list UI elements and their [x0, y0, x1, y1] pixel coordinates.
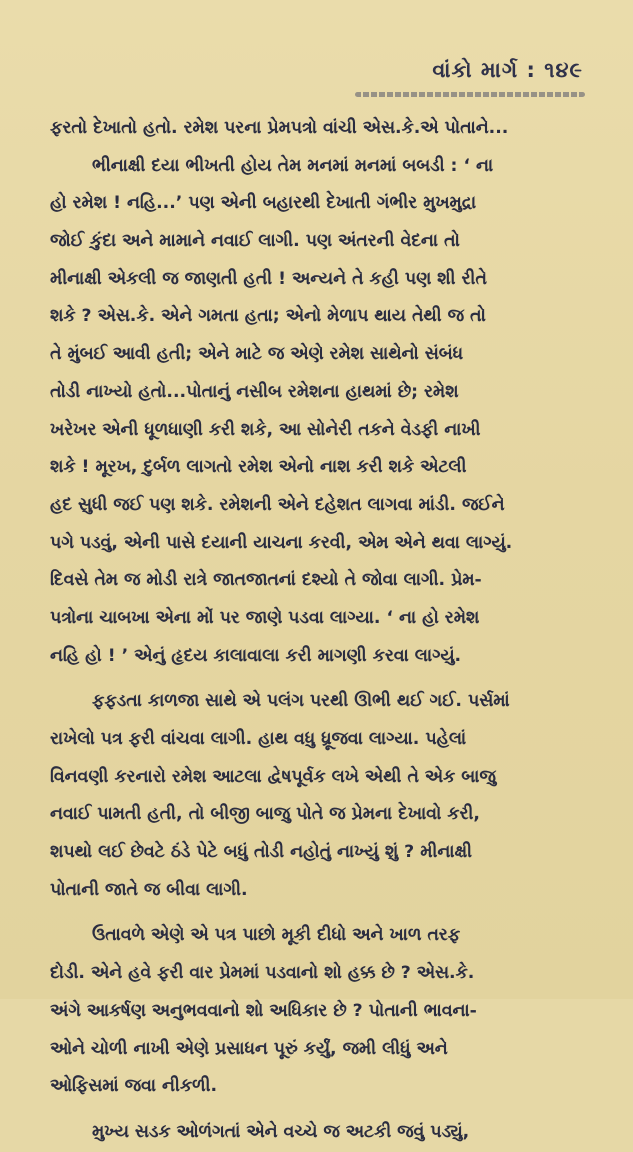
- text-line: હો રમેશ ! નહિ...’ પણ એની બહારથી દેખાતી ગંભીર મુખમુદ્રા: [50, 193, 477, 214]
- text-line: દોડી. એને હવે ફરી વાર પ્રેમમાં પડવાનો શો હક્ક છે ? એસ.કે.: [50, 963, 475, 984]
- text-line: પોતાની જાતે જ બીવા લાગી.: [50, 879, 248, 900]
- text-line: ઓફિસમાં જવા નીકળી.: [50, 1076, 218, 1097]
- text-line: તે મુંબઈ આવી હતી; એને માટે જ એણે રમેશ સાથેનો સંબંધ: [50, 344, 463, 365]
- text-line: મુખ્ય સડક ઓળંગતાં એને વચ્ચે જ અટકી જવું પડ્યું,: [92, 1121, 470, 1142]
- text-line: જોઈ કુંદા અને મામાને નવાઈ લાગી. પણ અંતરની વેદના તો: [50, 231, 460, 252]
- text-line: ઉતાવળે એણે એ પત્ર પાછો મૂકી દીધો અને ખાળ તરફ: [92, 925, 461, 946]
- text-line: હદ સુધી જઈ પણ શકે. રમેશની એને દહેશત લાગવા માંડી. જઈને: [50, 494, 505, 515]
- text-line: તોડી નાખ્યો હતો...પોતાનું નસીબ રમેશના હાથમાં છે; રમેશ: [50, 381, 459, 402]
- text-line: ભીનાક્ષી દયા ભીખતી હોય તેમ મનમાં મનમાં બબડી : ‘ ના: [92, 155, 494, 176]
- text-line: દિવસે તેમ જ મોડી રાત્રે જાતજાતનાં દશ્યો તે જોવા લાગી. પ્રેમ-: [50, 570, 482, 591]
- text-line: નવાઈ પામતી હતી, તો બીજી બાજુ પોતે જ પ્રેમના દેખાવો કરી,: [50, 804, 480, 825]
- text-line: ફફડતા કાળજા સાથે એ પલંગ પરથી ઊભી થઈ ગઈ. પર્સમાં: [92, 691, 510, 712]
- text-line: વિનવણી કરનારો રમેશ આટલા દ્વેષપૂર્વક લખે એથી તે એક બાજુ: [50, 766, 496, 787]
- text-line: શકે ! મૂરખ, દુર્બળ લાગતો રમેશ એનો નાશ કરી શકે એટલી: [50, 457, 467, 478]
- text-line: ફરતો દેખાતો હતો. રમેશ પરના પ્રેમપત્રો વાંચી એસ.કે.એ પોતાને...: [50, 118, 509, 138]
- text-line: શપથો લઈ છેવટે ઠંડે પેટે બધું તોડી નહોતું નાખ્યું શું ? મીનાક્ષી: [50, 842, 472, 863]
- text-line: પગે પડવું, એની પાસે દયાની યાચના કરવી, એમ એને થવા લાગ્યું.: [50, 532, 513, 553]
- text-line: પત્રોના ચાબખા એના મોં પર જાણે પડવા લાગ્યા. ‘ ના હો રમેશ: [50, 607, 480, 628]
- body-text: [50, 110, 598, 1152]
- text-line: ઓને ચોળી નાખી એણે પ્રસાધન પૂરું કર્યું, જમી લીધું અને: [50, 1038, 448, 1059]
- text-line: ખરેખર એની ધૂળધાણી કરી શકે, આ સોનેરી તકને વેડફી નાખી: [50, 419, 481, 440]
- running-header: વાંકો માર્ગ : ૧૪૯: [432, 58, 583, 82]
- text-line: શકે ? એસ.કે. એને ગમતા હતા; એનો મેળાપ થાય તેથી જ તો: [50, 306, 486, 327]
- text-line: નહિ હો ! ’ એનું હૃદય કાલાવાલા કરી માગણી કરવા લાગ્યું.: [50, 645, 462, 666]
- text-line: રાખેલો પત્ર ફરી વાંચવા લાગી. હાથ વધુ ધ્રૂજવા લાગ્યા. પહેલાં: [50, 729, 467, 749]
- header-wavy-rule: [355, 92, 585, 97]
- text-line: મીનાક્ષી એકલી જ જાણતી હતી ! અન્યને તે કહી પણ શી રીતે: [50, 268, 487, 289]
- text-line: અંગે આકર્ષણ અનુભવવાનો શો અધિકાર છે ? પોતાની ભાવના-: [50, 1000, 477, 1021]
